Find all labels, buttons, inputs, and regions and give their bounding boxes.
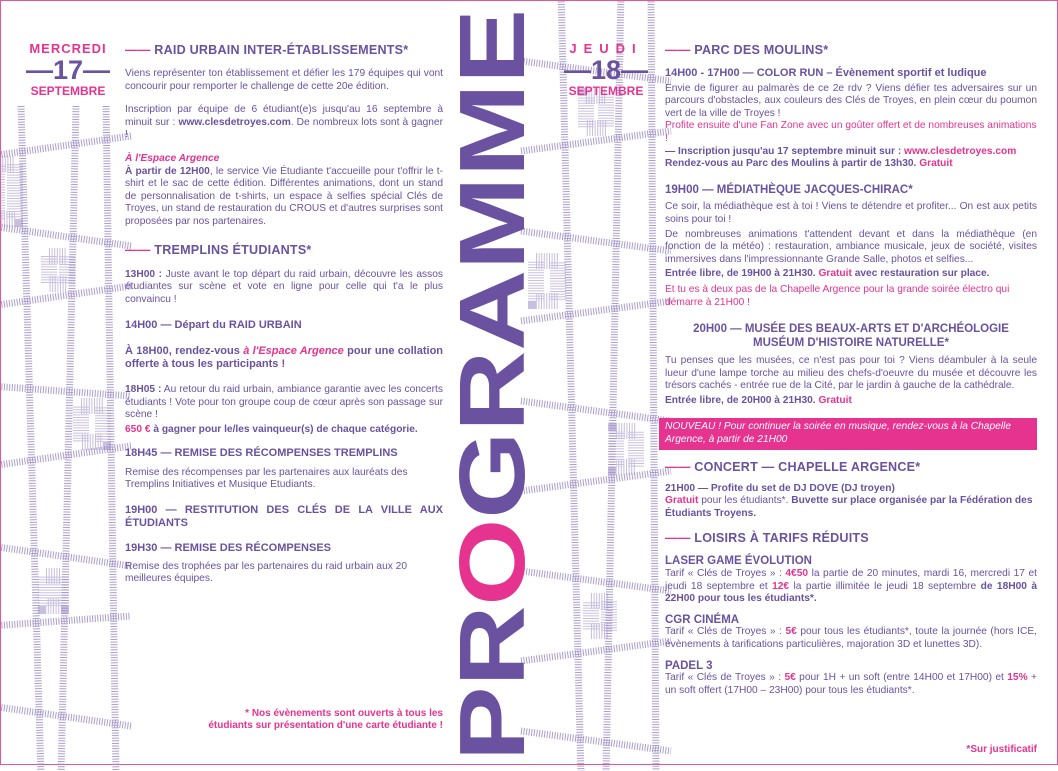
moulins-title: —— PARC DES MOULINS* [665,43,829,57]
moulins-paragraph-2: Profite ensuite d'une Fan Zone avec un goûter offert et de nombreuses animations ! [665,120,1037,144]
day-name: MERCREDI [29,41,107,56]
musee-title: 20H00 — MUSÉE DES BEAUX-ARTS ET D'ARCHÉOLOGIE MUSÉUM D'HISTOIRE NATURELLE* [693,323,1009,350]
cgr-title: CGR CINÉMA [665,613,740,626]
mediatheque-paragraph-1: Ce soir, la médiathèque est à toi ! Viens te détendre et profiter... On est aux petits soins pour toi ! [665,201,1037,225]
footnote-right: *Sur justificatif [966,744,1037,755]
mediatheque-paragraph-4: Et tu es à deux pas de la Chapelle Argence pour la grande soirée électro qui démarre à 21H00 ! [665,283,1010,308]
day-name: JEUDI [569,41,643,56]
raid-title: —— RAID URBAIN INTER-ÉTABLISSEMENTS* [125,43,409,57]
laser-title: LASER GAME ÉVOLUTION [665,555,812,568]
tremplins-19h30-text: Remise des trophées par les partenaires du raid urbain aux 20 meilleures équipes. [125,560,408,585]
moulins-inscription: — Inscription jusqu'au 17 septembre minuit sur : www.clesdetroyes.com [665,145,1017,157]
tremplins-13h: 13H00 : Juste avant le top départ du raid urbain, découvre les assos étudiantes sur scène et vote en ligne pour celle qui t'a le plus convaincu ! [125,268,443,305]
concert-subtitle: 21H00 — Profite du set de DJ DOVE (DJ troyen) [665,482,895,494]
raid-paragraph-3: À partir de 12H00, le service Vie Étudiante t'accueille pour t'offrir le t-shirt et le sac de cette édition. Différentes animations, dont un stand de personnalisation de t-shirts, un espace à selfies spécial Clés de Troyes, un stand de restauration du CROUS et d'autres surprises sont proposées par nos partenaires. [125,165,443,227]
moulins-paragraph-1: Envie de figurer au palmarès de ce 2e rdv ? Viens défier tes adversaires sur un parcours d'obstacles, aux couleurs des Clés de Troyes, en plein cœur du poumon vert de la ville de Troyes ! [665,82,1037,119]
tremplins-18h45-text: Remise des récompenses par les partenaires aux lauréats des Tremplins Initiatives et Musique Etudiants. [125,466,408,491]
month: SEPTEMBRE [568,84,644,98]
padel-title: PADEL 3 [665,659,713,672]
website-link[interactable]: www.clesdetroyes.com [178,116,291,128]
dash-icon: — [563,55,591,85]
day-number: —17— [25,55,111,85]
tremplins-prize: 650 € à gagner pour le/les vainqueur(s) de chaque catégorie. [125,423,418,435]
tremplins-18h05: 18H05 : Au retour du raid urbain, ambiance garantie avec les concerts étudiants ! Vote pour ton groupe coup de cœur après son passage sur scène ! [125,383,443,421]
date-thursday [557,41,655,98]
raid-place: À l'Espace Argence [125,152,220,164]
tremplins-19h30: 19H30 — REMISE DES RÉCOMPENSES [125,542,332,555]
dash-icon: — [621,55,649,85]
moulins-rdv: Rendez-vous au Parc des Moulins à partir de 13h30. Gratuit [665,158,953,170]
tremplins-title: —— TREMPLINS ÉTUDIANTS* [125,242,312,257]
map-illustration-center [531,1,661,766]
map-left [1,116,121,766]
mediatheque-entry: Entrée libre, de 19H00 à 21H30. Gratuit avec restauration sur place. [665,268,990,280]
cgr-text: Tarif « Clés de Troyes » : 5€ pour tous les étudiants*, toute la journée (hors ICE, évènements à tarifications particulières, majoration 3D et lunettes 3D). [665,626,1037,650]
dash-icon: — [83,55,111,85]
map-illustration-left [1,116,121,766]
moulins-subtitle: 14H00 - 17H00 — COLOR RUN – Évènement sportif et ludique [665,67,987,79]
raid-paragraph-2: Inscription par équipe de 6 étudiant(e)s jusqu'au 16 septembre à minuit sur : www.clesdetroyes.com. De nombreux lots sont à gagner ! [125,104,443,141]
laser-text: Tarif « Clés de Troyes » : 4€50 la partie de 20 minutes, mardi 16, mercredi 17 et jeudi 18 septembre et 12€ la partie illimitée le jeudi 18 septembre de 18H00 à 22H00 pour tous les étudiants*. [665,568,1037,605]
dash-icon: —— [665,43,695,57]
musee-entry: Entrée libre, de 20H00 à 21H30. Gratuit [665,394,852,406]
map-center [531,1,661,766]
programme-vertical-text [440,1,544,766]
dash-icon: —— [665,531,695,546]
loisirs-title: —— LOISIRS À TARIFS RÉDUITS [665,531,869,546]
concert-paragraph: Gratuit pour les étudiants*. Buvette sur place organisée par la Fédération des Étudiants Troyens. [665,495,1033,519]
tremplins-18h: À 18H00, rendez-vous à l'Espace Argence pour une collation offerte à tous les participants ! [125,344,444,370]
programme-word: PROGRAMME [440,94,544,761]
dash-icon: —— [125,242,155,257]
left-column [125,43,443,586]
website-link[interactable]: www.clesdetroyes.com [904,145,1017,157]
right-column [665,43,1037,697]
dash-icon: —— [125,43,155,57]
month: SEPTEMBRE [30,84,106,98]
programme-title [440,1,544,766]
day-number: —18— [563,55,649,85]
mediatheque-paragraph-2: De nombreuses animations t'attendent devant et dans la médiathèque (en fonction de la météo) : restauration, ambiance musicale, jeux de société, visites immersives dans l'impressionnante Grande Salle, photos et selfies... [665,228,1037,265]
dash-icon: — [25,55,53,85]
tremplins-18h45: 18H45 — REMISE DES RÉCOMPENSES TREMPLINS [125,447,398,460]
tremplins-14h: 14H00 — Départ du RAID URBAIN [125,319,302,332]
raid-paragraph-1: Viens représenter ton établissement et défier les 179 équipes qui vont concourir pour remporter le challenge de cette 20e édition. [125,68,443,92]
concert-title: —— CONCERT — CHAPELLE ARGENCE* [665,459,921,474]
mediatheque-title: 19H00 — MÉDIATHÈQUE JACQUES-CHIRAC* [665,183,913,196]
tremplins-19h: 19H00 — RESTITUTION DES CLÉS DE LA VILLE AUX ÉTUDIANTS [125,504,443,530]
padel-text: Tarif « Clés de Troyes » : 5€ pour 1H + un soft (entre 14H00 et 17H00) et 15% + un soft offert (17H00 – 23H00) pour tous les étudiants*. [665,672,1037,696]
dash-icon: —— [665,459,695,474]
date-wednesday [19,41,117,98]
footnote-left: * Nos évènements sont ouverts à tous les étudiants sur présentation d'une carte étudiante ! [208,708,443,731]
musee-paragraph-1: Tu penses que les musées, ce n'est pas pour toi ? Viens déambuler à la seule lueur d'une lampe torche au milieu des chefs-d'oeuvre du musée et découvre les trésors cachés - entrée rue de la Cité, par le jardin à gauche de la cathédrale. [665,355,1037,392]
new-banner: NOUVEAU ! Pour continuer la soirée en musique, rendez-vous à la Chapelle Argence, à partir de 21H00 [659,418,1037,449]
